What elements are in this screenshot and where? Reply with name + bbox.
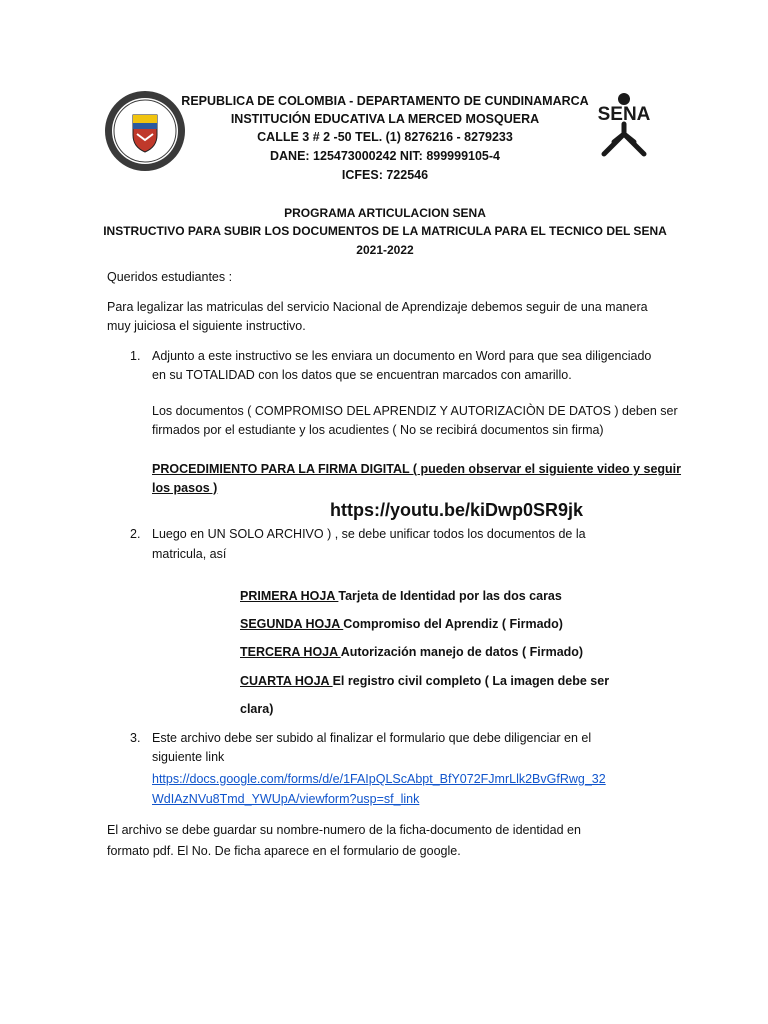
item-2-number: 2. — [130, 527, 141, 541]
form-link-line-1[interactable]: https://docs.google.com/forms/d/e/1FAIpQLScAbpt_BfY072FJmrLlk2BvGfRwg_32 — [152, 772, 606, 786]
item-3-number: 3. — [130, 731, 141, 745]
sheet-4-line-2: clara) — [240, 702, 274, 716]
sheet-4 — [240, 672, 609, 691]
item-1-line-1: Adjunto a este instructivo se les enviara un documento en Word para que sea diligenciado — [152, 349, 652, 363]
greeting: Queridos estudiantes : — [107, 270, 233, 284]
program-title: PROGRAMA ARTICULACION SENA — [284, 206, 486, 220]
closing-line-1: El archivo se debe guardar su nombre-numero de la ficha-documento de identidad en — [107, 823, 581, 837]
intro-line-1: Para legalizar las matriculas del servicio Nacional de Aprendizaje debemos seguir de una manera — [107, 300, 648, 314]
sheet-1-desc: Tarjeta de Identidad por las dos caras — [338, 589, 562, 603]
item-3-line-2: siguiente link — [152, 750, 225, 764]
video-link[interactable]: https://youtu.be/kiDwp0SR9jk — [330, 500, 584, 520]
item-2-line-2: matricula, así — [152, 547, 227, 561]
sheet-3 — [240, 643, 583, 662]
signature-procedure-line-2: los pasos ) — [152, 481, 218, 495]
form-link-line-2[interactable]: WdIAzNVu8Tmd_YWUpA/viewform?usp=sf_link — [152, 792, 420, 806]
instructive-title: INSTRUCTIVO PARA SUBIR LOS DOCUMENTOS DE LA MATRICULA PARA EL TECNICO DEL SENA — [103, 224, 667, 238]
item-1-line-2: en su TOTALIDAD con los datos que se encuentran marcados con amarillo. — [152, 368, 572, 382]
sheet-2-desc: Compromiso del Aprendiz ( Firmado) — [343, 617, 563, 631]
item-2-line-1: Luego en UN SOLO ARCHIVO ) , se debe unificar todos los documentos de la — [152, 527, 586, 541]
item-1-line-3: Los documentos ( COMPROMISO DEL APRENDIZ Y AUTORIZACIÒN DE DATOS ) deben ser — [152, 404, 678, 418]
closing-line-2: formato pdf. El No. De ficha aparece en el formulario de google. — [107, 844, 461, 858]
header-icfes-line: ICFES: 722546 — [341, 168, 429, 182]
signature-procedure-line-1: PROCEDIMIENTO PARA LA FIRMA DIGITAL ( pueden observar el siguiente video y seguir — [152, 462, 682, 476]
sheet-3-label: TERCERA HOJA — [240, 645, 341, 659]
sheet-1 — [240, 587, 562, 606]
sheet-1-label: PRIMERA HOJA — [240, 589, 339, 603]
sena-logo — [584, 92, 664, 158]
header-institution-line: INSTITUCIÓN EDUCATIVA LA MERCED MOSQUERA — [230, 112, 540, 126]
sheet-2 — [240, 615, 563, 634]
sheet-4-label: CUARTA HOJA — [240, 674, 333, 688]
sheet-2-label: SEGUNDA HOJA — [240, 617, 344, 631]
year-title: 2021-2022 — [356, 243, 414, 257]
item-1-number: 1. — [130, 349, 141, 363]
svg-text:SENA: SENA — [597, 104, 651, 125]
header-dane-line: DANE: 125473000242 NIT: 899999105-4 — [269, 149, 501, 163]
item-3-line-1: Este archivo debe ser subido al finalizar el formulario que debe diligenciar en el — [152, 731, 592, 745]
header-address-line: CALLE 3 # 2 -50 TEL. (1) 8276216 - 8279233 — [257, 130, 513, 144]
header-country-line: REPUBLICA DE COLOMBIA - DEPARTAMENTO DE CUNDINAMARCA — [181, 94, 589, 108]
sheet-4-desc: El registro civil completo ( La imagen debe ser — [332, 674, 610, 688]
item-1-line-4: firmados por el estudiante y los acudientes ( No se recibirá documentos sin firma) — [152, 423, 604, 437]
sheet-3-desc: Autorización manejo de datos ( Firmado) — [340, 645, 584, 659]
intro-line-2: muy juiciosa el siguiente instructivo. — [107, 319, 306, 333]
